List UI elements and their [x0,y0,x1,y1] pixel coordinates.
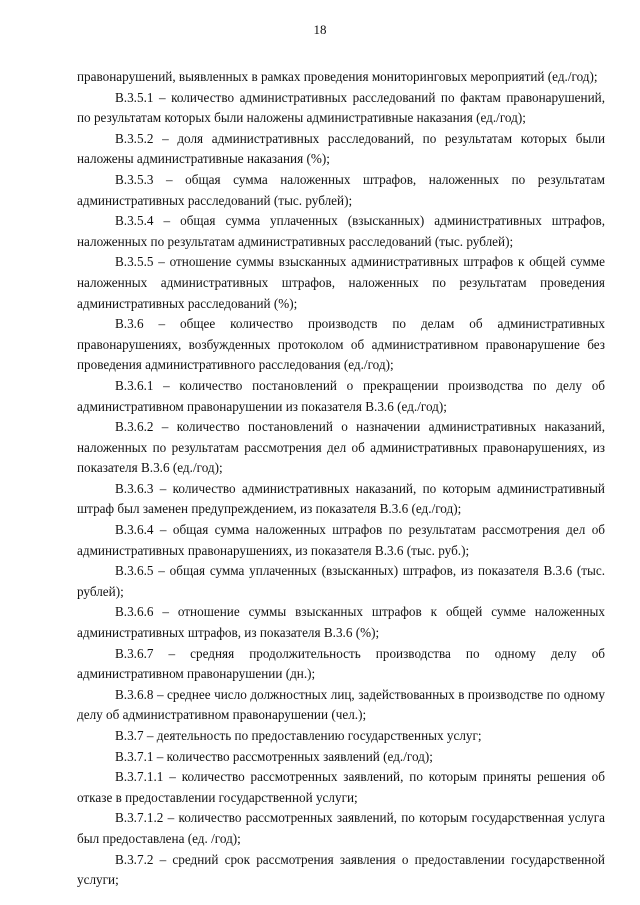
paragraph-v-3-6-8: В.3.6.8 – среднее число должностных лиц, задействованных в производстве по одному делу об административном правонарушении (чел.); [77,686,605,723]
paragraph-v-3-5-2: В.3.5.2 – доля административных расследований, по результатам которых были наложены административные наказания (%); [77,130,605,167]
paragraph-v-3-5-3: В.3.5.3 – общая сумма наложенных штрафов, наложенных по результатам административных расследований (тыс. рублей); [77,171,605,208]
document-body [77,67,605,891]
paragraph-v-3-6-7: В.3.6.7 – средняя продолжительность производства по одному делу об административном правонарушении (дн.); [77,645,605,682]
paragraph-v-3-7-1-2: В.3.7.1.2 – количество рассмотренных заявлений, по которым государственная услуга был предоставлена (ед. /год); [77,810,605,846]
paragraph-v-3-6-3: В.3.6.3 – количество административных наказаний, по которым административный штраф был заменен предупреждением, из показателя В.3.6 (ед./год); [77,480,605,517]
paragraph-v-3-5-1: В.3.5.1 – количество административных расследований по фактам правонарушений, по результатам которых были наложены административные наказания (ед./год); [77,89,605,126]
paragraph-v-3-7-2: В.3.7.2 – средний срок рассмотрения заявления о предоставлении государственной услуги; [77,851,605,888]
paragraph-v-3-5-4: В.3.5.4 – общая сумма уплаченных (взысканных) административных штрафов, наложенных по результатам административных расследований (тыс. рублей); [77,213,605,249]
paragraph-v-3-7-1: В.3.7.1 – количество рассмотренных заявлений (ед./год); [115,748,433,764]
paragraph-v-3-6-6: В.3.6.6 – отношение суммы взысканных штрафов к общей сумме наложенных административных штрафов, из показателя В.3.6 (%); [77,604,605,641]
paragraph-v-3-6-2: В.3.6.2 – количество постановлений о назначении административных наказаний, наложенных по результатам рассмотрения дел об административных правонарушениях, из показателя В.3.6 (ед./год); [77,419,605,476]
paragraph-v-3-7-1-1: В.3.7.1.1 – количество рассмотренных заявлений, по которым приняты решения об отказе в предоставлении государственной услуги; [77,769,605,805]
paragraph-v-3-7: В.3.7 – деятельность по предоставлению государственных услуг; [115,728,482,743]
paragraph-v-3-6-5: В.3.6.5 – общая сумма уплаченных (взысканных) штрафов, из показателя В.3.6 (тыс. рублей); [77,563,605,599]
paragraph-v-3-6-1: В.3.6.1 – количество постановлений о прекращении производства по делу об административном правонарушении из показателя В.3.6 (ед./год); [77,377,605,414]
paragraph-v-3-6-4: В.3.6.4 – общая сумма наложенных штрафов по результатам рассмотрения дел об административных правонарушениях, из показателя В.3.6 (тыс. руб.); [77,522,605,558]
paragraph-continuation: правонарушений, выявленных в рамках проведения мониторинговых мероприятий (ед./год); [77,69,598,84]
page-number: 18 [313,22,327,37]
paragraph-v-3-6: В.3.6 – общее количество производств по делам об административных правонарушениях, возбужденных протоколом об административном правонарушение без проведения административного расследования (ед./год); [77,316,605,373]
paragraph-v-3-5-5: В.3.5.5 – отношение суммы взысканных административных штрафов к общей сумме наложенных административных штрафов, наложенных по результатам проведения административных расследований (%); [77,254,605,311]
